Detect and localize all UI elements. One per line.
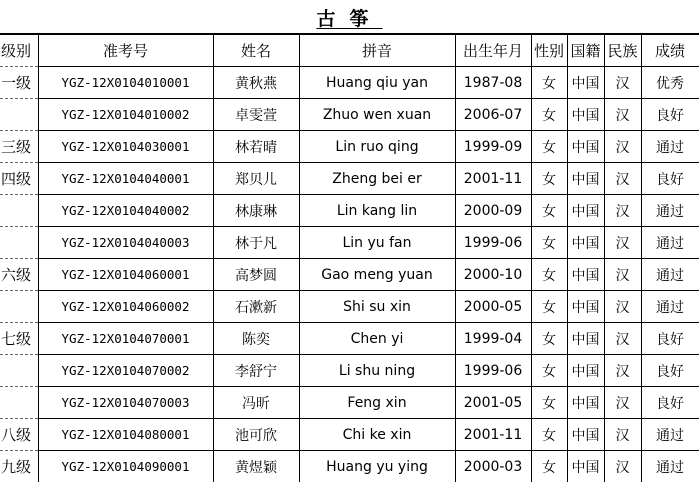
cell-pinyin: Feng xin	[299, 387, 455, 419]
table-row	[0, 451, 699, 483]
cell-result: 通过	[641, 259, 699, 291]
cell-exam-number: YGZ-12X0104010002	[38, 99, 213, 131]
cell-result: 通过	[641, 195, 699, 227]
cell-pinyin: Chi ke xin	[299, 419, 455, 451]
cell-level	[0, 291, 38, 323]
cell-level	[0, 227, 38, 259]
cell-gender: 女	[531, 355, 567, 387]
table-row	[0, 355, 699, 387]
cell-birth-date: 2000-03	[455, 451, 531, 483]
cell-exam-number: YGZ-12X0104070001	[38, 323, 213, 355]
cell-result: 通过	[641, 419, 699, 451]
cell-nationality: 中国	[567, 131, 604, 163]
cell-ethnicity: 汉	[604, 259, 641, 291]
cell-nationality: 中国	[567, 195, 604, 227]
cell-level: 六级	[0, 259, 38, 291]
cell-ethnicity: 汉	[604, 291, 641, 323]
table-row	[0, 227, 699, 259]
cell-result: 良好	[641, 323, 699, 355]
cell-nationality: 中国	[567, 451, 604, 483]
header-exam-number: 准考号	[38, 35, 213, 67]
cell-birth-date: 1999-06	[455, 355, 531, 387]
cell-nationality: 中国	[567, 355, 604, 387]
cell-ethnicity: 汉	[604, 99, 641, 131]
cell-gender: 女	[531, 451, 567, 483]
cell-pinyin: Lin ruo qing	[299, 131, 455, 163]
cell-nationality: 中国	[567, 259, 604, 291]
cell-ethnicity: 汉	[604, 419, 641, 451]
cell-gender: 女	[531, 67, 567, 99]
table-row	[0, 99, 699, 131]
cell-pinyin: Gao meng yuan	[299, 259, 455, 291]
cell-ethnicity: 汉	[604, 195, 641, 227]
results-table	[0, 34, 699, 482]
cell-pinyin: Chen yi	[299, 323, 455, 355]
header-ethnicity: 民族	[604, 35, 641, 67]
cell-pinyin: Zheng bei er	[299, 163, 455, 195]
cell-pinyin: Li shu ning	[299, 355, 455, 387]
cell-pinyin: Huang yu ying	[299, 451, 455, 483]
table-row	[0, 67, 699, 99]
cell-gender: 女	[531, 227, 567, 259]
cell-birth-date: 1999-06	[455, 227, 531, 259]
cell-name: 高梦圆	[213, 259, 299, 291]
cell-result: 通过	[641, 451, 699, 483]
table-row	[0, 323, 699, 355]
cell-result: 良好	[641, 163, 699, 195]
cell-gender: 女	[531, 131, 567, 163]
cell-birth-date: 1999-04	[455, 323, 531, 355]
cell-name: 冯昕	[213, 387, 299, 419]
cell-result: 良好	[641, 355, 699, 387]
header-result: 成绩	[641, 35, 699, 67]
cell-exam-number: YGZ-12X0104070002	[38, 355, 213, 387]
table-row	[0, 419, 699, 451]
cell-ethnicity: 汉	[604, 131, 641, 163]
cell-ethnicity: 汉	[604, 323, 641, 355]
cell-name: 池可欣	[213, 419, 299, 451]
cell-result: 通过	[641, 227, 699, 259]
cell-ethnicity: 汉	[604, 227, 641, 259]
cell-name: 卓雯萱	[213, 99, 299, 131]
cell-level	[0, 355, 38, 387]
cell-level: 一级	[0, 67, 38, 99]
cell-exam-number: YGZ-12X0104040003	[38, 227, 213, 259]
cell-level: 七级	[0, 323, 38, 355]
cell-result: 通过	[641, 131, 699, 163]
cell-name: 林若晴	[213, 131, 299, 163]
cell-pinyin: Shi su xin	[299, 291, 455, 323]
cell-birth-date: 2001-11	[455, 163, 531, 195]
cell-pinyin: Lin yu fan	[299, 227, 455, 259]
cell-gender: 女	[531, 195, 567, 227]
cell-result: 通过	[641, 291, 699, 323]
cell-birth-date: 2006-07	[455, 99, 531, 131]
cell-birth-date: 2000-10	[455, 259, 531, 291]
table-row	[0, 387, 699, 419]
cell-ethnicity: 汉	[604, 387, 641, 419]
cell-birth-date: 1999-09	[455, 131, 531, 163]
cell-exam-number: YGZ-12X0104040002	[38, 195, 213, 227]
cell-name: 黄秋燕	[213, 67, 299, 99]
cell-nationality: 中国	[567, 291, 604, 323]
cell-exam-number: YGZ-12X0104090001	[38, 451, 213, 483]
cell-nationality: 中国	[567, 387, 604, 419]
cell-ethnicity: 汉	[604, 355, 641, 387]
cell-ethnicity: 汉	[604, 451, 641, 483]
cell-gender: 女	[531, 387, 567, 419]
cell-gender: 女	[531, 259, 567, 291]
cell-nationality: 中国	[567, 163, 604, 195]
sheet-title	[0, 4, 699, 31]
header-name: 姓名	[213, 35, 299, 67]
cell-exam-number: YGZ-12X0104010001	[38, 67, 213, 99]
cell-name: 郑贝儿	[213, 163, 299, 195]
cell-nationality: 中国	[567, 99, 604, 131]
cell-pinyin: Lin kang lin	[299, 195, 455, 227]
cell-gender: 女	[531, 419, 567, 451]
cell-level	[0, 195, 38, 227]
cell-birth-date: 1987-08	[455, 67, 531, 99]
sheet-title-text: 古筝	[316, 8, 383, 30]
cell-level: 九级	[0, 451, 38, 483]
cell-name: 黄煜颖	[213, 451, 299, 483]
header-level: 级别	[0, 35, 38, 67]
cell-ethnicity: 汉	[604, 67, 641, 99]
cell-nationality: 中国	[567, 323, 604, 355]
cell-level: 八级	[0, 419, 38, 451]
cell-nationality: 中国	[567, 67, 604, 99]
cell-exam-number: YGZ-12X0104080001	[38, 419, 213, 451]
cell-birth-date: 2001-11	[455, 419, 531, 451]
table-row	[0, 163, 699, 195]
cell-birth-date: 2000-09	[455, 195, 531, 227]
cell-result: 良好	[641, 387, 699, 419]
cell-exam-number: YGZ-12X0104060002	[38, 291, 213, 323]
cell-level: 三级	[0, 131, 38, 163]
cell-gender: 女	[531, 291, 567, 323]
cell-level	[0, 387, 38, 419]
header-pinyin: 拼音	[299, 35, 455, 67]
cell-name: 陈奕	[213, 323, 299, 355]
table-row	[0, 259, 699, 291]
cell-name: 林于凡	[213, 227, 299, 259]
cell-birth-date: 2001-05	[455, 387, 531, 419]
cell-result: 良好	[641, 99, 699, 131]
header-birth-date: 出生年月	[455, 35, 531, 67]
table-row	[0, 195, 699, 227]
cell-exam-number: YGZ-12X0104070003	[38, 387, 213, 419]
cell-name: 李舒宁	[213, 355, 299, 387]
cell-gender: 女	[531, 163, 567, 195]
cell-name: 林康琳	[213, 195, 299, 227]
title-row	[0, 0, 699, 34]
cell-gender: 女	[531, 323, 567, 355]
header-gender: 性别	[531, 35, 567, 67]
cell-birth-date: 2000-05	[455, 291, 531, 323]
cell-exam-number: YGZ-12X0104060001	[38, 259, 213, 291]
cell-result: 优秀	[641, 67, 699, 99]
cell-name: 石漱新	[213, 291, 299, 323]
cell-exam-number: YGZ-12X0104040001	[38, 163, 213, 195]
cell-pinyin: Huang qiu yan	[299, 67, 455, 99]
cell-pinyin: Zhuo wen xuan	[299, 99, 455, 131]
cell-ethnicity: 汉	[604, 163, 641, 195]
cell-level: 四级	[0, 163, 38, 195]
cell-nationality: 中国	[567, 227, 604, 259]
table-row	[0, 291, 699, 323]
cell-gender: 女	[531, 99, 567, 131]
table-row	[0, 131, 699, 163]
cell-nationality: 中国	[567, 419, 604, 451]
cell-exam-number: YGZ-12X0104030001	[38, 131, 213, 163]
header-nationality: 国籍	[567, 35, 604, 67]
header-row	[0, 35, 699, 67]
cell-level	[0, 99, 38, 131]
